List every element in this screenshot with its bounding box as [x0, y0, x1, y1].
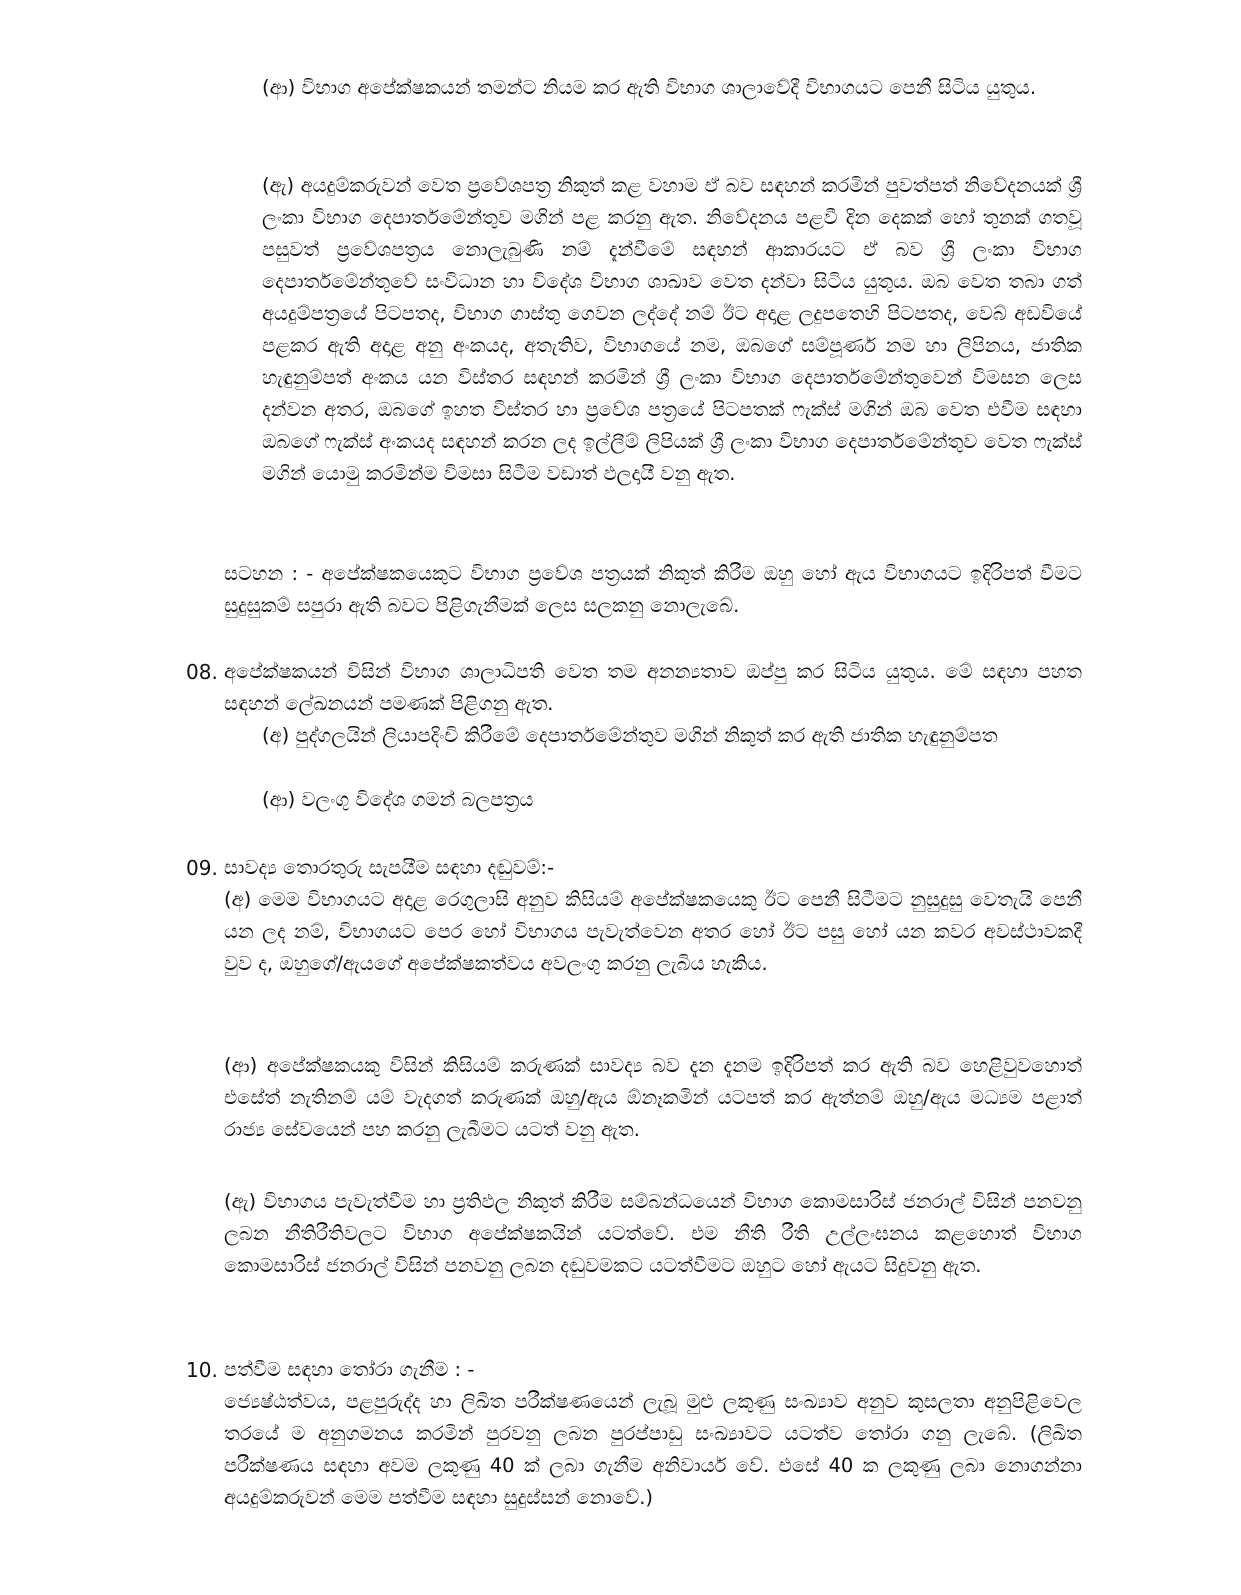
section-number-8: 08. — [186, 660, 218, 684]
section-8-text: අපේක්ෂකයන් විසින් විභාග ශාලාධිපති වෙත තම අනන්‍යතාව ඔප්පු කර සිටිය යුතුය. මේ සඳහා පහත සඳහන් ලේඛනයන් පමණක් පිළිගනු ඇත. — [224, 660, 1082, 715]
section-number-9: 09. — [186, 856, 218, 880]
clause-9-aa: (ආ) අපේක්ෂකයකු විසින් කිසියම් කරුණක් සාවද්‍ය බව දැන දැනම ඉදිරිපත් කර ඇති බව හෙළිවුවහොත් එසේත් නැතිනම් යම් වැදගත් කරුණක් ඔහු/ඇය ඕනෑකමින් යටපත් කර ඇත්නම් ඔහු/ඇය මධ්‍යම පළාත් රාජ්‍ය සේවයෙන් පහ කරනු ලැබීමට යටත් වනු ඇත. — [224, 1054, 1082, 1141]
section-number-10: 10. — [186, 1358, 218, 1382]
clause-8-aa: (ආ) වලංගු විදේශ ගමන් බලපත්‍රය — [262, 788, 534, 811]
clause-7-aa: (ආ) විභාග අපේක්ෂකයන් තමන්ට නියම කර ඇති විභාග ශාලාවේදී විභාගයට පෙනී සිටිය යුතුය. — [262, 76, 1037, 99]
clause-9-ae: (ඇ) විභාගය පැවැත්වීම හා ප්‍රතිඵල නිකුත් කිරීම සම්බන්ධයෙන් විභාග කොමසාරිස් ජනරාල් විසින් පනවනු ලබන නීතිරීතිවලට විභාග අපේක්ෂකයින් යටත්වේ. එම නීති රීති උල්ලංඝනය කළහොත් විභාග කොමසාරිස් ජනරාල් විසින් පනවනු ලබන දඬුවමකට යටත්වීමට ඔහුට හෝ ඇයට සිදුවනු ඇත. — [224, 1190, 1082, 1277]
clause-7-ae: (ඇ) අයදුම්කරුවන් වෙත ප්‍රවේශපත්‍ර නිකුත් කළ වහාම ඒ බව සඳහන් කරමින් පුවත්පත් නිවේදනයක් ශ්‍රී ලංකා විභාග දෙපාර්තමේන්තුව මගින් පළ කරනු ඇත. නිවේදනය පළවී දින දෙකක් හෝ තුනක් ගතවූ පසුවත් ප්‍රවේශපත්‍රය නොලැබුණි නම් දැන්වීමේ සඳහන් ආකාරයට ඒ බව ශ්‍රී ලංකා විභාග දෙපාර්තමේන්තුවේ සංවිධාන හා විදේශ විභාග ශාඛාව වෙත දන්වා සිටිය යුතුය. ඔබ වෙත තබා ගත් අයදුම්පත්‍රයේ පිටපතද, විභාග ගාස්තු ගෙවන ලද්දේ නම් ඊට අදාළ ලදුපතෙහි පිටපතද, වෙබ් අඩවියේ පළකර ඇති අදාළ අනු අංකයද, අතැතිව, විභාගයේ නම, ඔබගේ සම්පූර්ණ නම හා ලිපිනය, ජාතික හැඳුනුම්පත් අංකය යන විස්තර සඳහන් කරමින් ශ්‍රී ලංකා විභාග දෙපාර්තමේන්තුවෙන් විමසන ලෙස දන්වන අතර, ඔබගේ ඉහත විස්තර හා ප්‍රවේශ පත්‍රයේ පිටපතක් ෆැක්ස් මගින් ඔබ වෙත එවීම සඳහා ඔබගේ ෆැක්ස් අංකයද සඳහන් කරන ලද ඉල්ලීම් ලිපියක් ශ්‍රී ලංකා විභාග දෙපාර්තමේන්තුව වෙත ෆැක්ස් මගින් යොමු කරමින්ම විමසා සිටීම වඩාත් ඵලදායී වනු ඇත. — [262, 174, 1082, 485]
section-10-title: පත්වීම සඳහා තෝරා ගැනීම : - — [224, 1358, 475, 1381]
note-7: සටහන : - අපේක්ෂකයෙකුට විභාග ප්‍රවේශ පත්‍රයක් නිකුත් කිරීම ඔහු හෝ ඇය විභාගයට ඉදිරිපත් වීමට සුදුසුකම් සපුරා ඇති බවට පිළිගැනීමක් ලෙස සලකනු නොලැබේ. — [224, 562, 1082, 617]
section-9-title: සාවද්‍ය තොරතුරු සැපයීම සඳහා දඬුවම්:- — [224, 856, 554, 879]
clause-8-a: (අ) පුද්ගලයින් ලියාපදිංචි කිරීමේ දෙපාර්තමේන්තුව මගින් නිකුත් කර ඇති ජාතික හැඳුනුම්පත — [262, 724, 998, 747]
section-10-text: ජ්‍යෙෂ්ඨත්වය, පළපුරුද්ද හා ලිඛිත පරීක්ෂණයෙන් ලැබූ මුළු ලකුණු සංඛ්‍යාව අනුව කුසලතා අනුපිළිවෙල තරයේ ම අනුගමනය කරමින් පුරවනු ලබන පුරප්පාඩු සංඛ්‍යාවට යටත්ව තෝරා ගනු ලැබේ. (ලිඛිත පරීක්ෂණය සඳහා අවම ලකුණු 40 ක් ලබා ගැනීම අනිවාර්ය වේ. එසේ 40 ක ලකුණු ලබා නොගන්නා අයදුම්කරුවන් මෙම පත්වීම සඳහා සුදුස්සන් නොවේ.) — [224, 1390, 1082, 1509]
clause-9-a: (අ) මෙම විභාගයට අදාළ රෙගුලාසි අනුව කිසියම් අපේක්ෂකයෙකු ඊට පෙනී සිටීමට නුසුදුසු වෙතැයි පෙනී යන ලද නම්, විභාගයට පෙර හෝ විභාගය පැවැත්වෙන අතර හෝ ඊට පසු හෝ යන කවර අවස්ථාවකදී වුව ද, ඔහුගේ/ඇයගේ අපේක්ෂකත්වය අවලංගු කරනු ලැබිය හැකිය. — [224, 888, 1082, 975]
